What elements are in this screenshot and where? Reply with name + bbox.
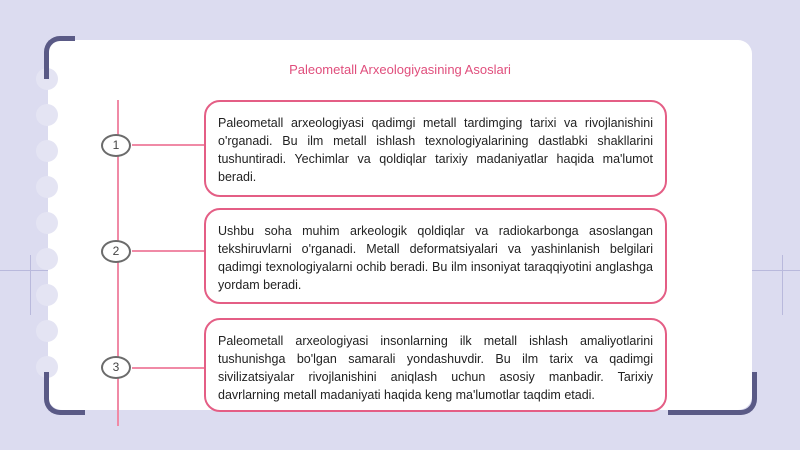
timeline-connector [132, 367, 204, 369]
timeline-item-box: Ushbu soha muhim arkeologik qoldiqlar va radiokarbonga asoslangan tekshiruvlarni o'rganadi. Metall deformatsiyalari va yashinlanish belgilari qadimgi texnologiyalarni ochib beradi. Bu ilm insoniyat taraqqiyotini anglashga yordam beradi. [204, 208, 667, 304]
timeline-item-box: Paleometall arxeologiyasi qadimgi metall tardimging tarixi va rivojlanishini o'rganadi. Bu ilm metall ishlash texnologiyalarining dastlabki shakllarini tushuntiradi. Yechimlar va qoldiqlar tarixiy madaniyatlar haqida ma'lumot beradi. [204, 100, 667, 197]
slide-title: Paleometall Arxeologiyasining Asoslari [289, 62, 511, 77]
decorative-dot [36, 248, 58, 270]
timeline-marker: 1 [101, 134, 131, 157]
background-vertical-line-left [30, 255, 31, 315]
background-vertical-line-right [782, 255, 783, 315]
timeline-item-box: Paleometall arxeologiyasi insonlarning ilk metall ishlash amaliyotlarini tushunishga bo'lgan samarali yondashuvdir. Bu ilm tarix va qadimgi sivilizatsiyalar rivojlanishini aniqlash uchun asosiy manbadir. Tarixiy davrlarning metall madaniyati haqida keng ma'lumotlar taqdim etadi. [204, 318, 667, 412]
timeline-marker: 3 [101, 356, 131, 379]
timeline-connector [132, 144, 204, 146]
decorative-dots [36, 68, 60, 398]
decorative-dot [36, 320, 58, 342]
decorative-dot [36, 140, 58, 162]
timeline-marker: 2 [101, 240, 131, 263]
decorative-dot [36, 284, 58, 306]
timeline-connector [132, 250, 204, 252]
decorative-dot [36, 176, 58, 198]
decorative-dot [36, 212, 58, 234]
decorative-dot [36, 104, 58, 126]
corner-bracket-top-left [44, 36, 75, 79]
corner-bracket-bottom-left [44, 372, 85, 415]
corner-bracket-bottom-right [668, 372, 757, 415]
